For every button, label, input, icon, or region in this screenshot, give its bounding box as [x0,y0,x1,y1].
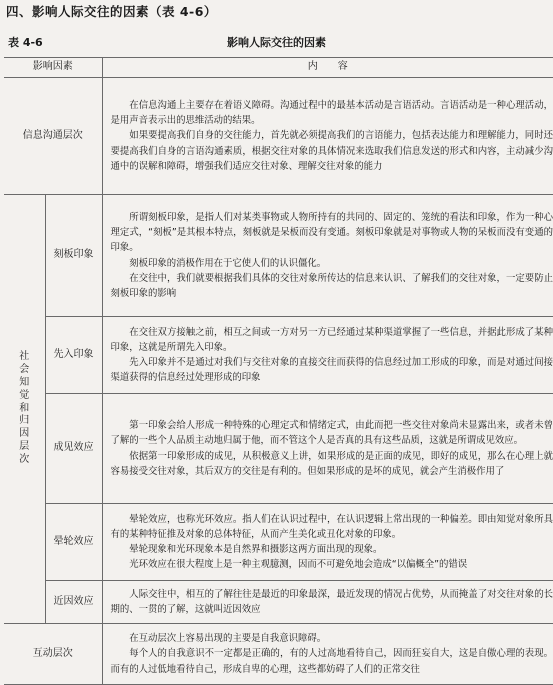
content-paragraph: 所谓刻板印象，是指人们对某类事物或人物所持有的共同的、固定的、笼统的看法和印象，作为一种心理定式，“刻板”是其根本特点，刻板就是呆板而没有变通。刻板印象就是对事物或人物的呆板而没有变通的印象。 [111,210,553,256]
content-paragraph: 如果要提高我们自身的交往能力，首先就必须提高我们的言语能力，包括表达能力和理解能力，同时还要提高我们自身的言语沟通素质，根据交往对象的具体情况来选取我们信息发送的形式和内容，主动减少沟通中的误解和障碍，增强我们适应交往对象、理解交往对象的能力 [111,128,553,174]
content-paragraph: 晕轮现象和光环现象本是自然界和摄影这两方面出现的现象。 [111,542,553,557]
row-label-recency: 近因效应 [45,581,102,624]
content-paragraph: 光环效应在很大程度上是一种主观臆测，因而不可避免地会造成“以偏概全”的错误 [111,557,553,572]
content-paragraph: 在交往双方接触之前，相互之间或一方对另一方已经通过某种渠道掌握了一些信息，并据此形成了某种印象，这就是所谓先入印象。 [111,325,553,355]
row-content-info [102,78,553,195]
row-content-recency [102,581,553,624]
table-row-info [4,78,553,195]
header-factor: 影响因素 [4,58,102,78]
row-label-info: 信息沟通层次 [4,78,102,195]
row-label-interaction: 互动层次 [4,624,102,685]
header-content: 内 容 [102,58,553,78]
table-header-row [4,58,553,78]
row-label-halo: 晕轮效应 [45,504,102,581]
table-row-primacy [4,317,553,394]
content-paragraph: 每个人的自我意识不一定都是正确的，有的人过高地看待自己，因而狂妄自大，这是自傲心理的表现。而有的人过低地看待自己，形成自卑的心理，这些都妨碍了人们的正常交往 [111,646,553,676]
content-paragraph: 人际交往中，相互的了解往往是最近的印象最深，最近发现的情况占优势，从而掩盖了对交往对象的长期的、一贯的了解，这就叫近因效应 [111,587,553,617]
row-content-halo-first [102,394,553,504]
row-content-primacy [102,317,553,394]
content-paragraph: 第一印象会给人形成一种特殊的心理定式和情绪定式，由此而把一些交往对象尚未显露出来，或者未曾了解的一些个人品质主动地归属于他，而不管这个人是否真的具有这些品质，这就是所谓成见效应。 [111,418,553,448]
content-paragraph: 先入印象并不是通过对我们与交往对象的直接交往而获得的信息经过加工形成的印象，而是对通过间接渠道获得的信息经过处理形成的印象 [111,355,553,385]
row-label-primacy: 先入印象 [45,317,102,394]
factors-table [4,57,553,685]
content-paragraph: 依据第一印象形成的成见，从积极意义上讲，如果形成的是正面的成见，即好的成见，那么在心理上就容易接受交往对象，其后双方的交往是有利的。但如果形成的是坏的成见，就会产生消极作用了 [111,449,553,479]
table-caption: 影响人际交往的因素 [0,34,553,50]
table-number: 表 4-6 [8,34,43,50]
content-paragraph: 在交往中，我们就要根据我们具体的交往对象所传达的信息来认识、了解我们的交往对象，一定要防止刻板印象的影响 [111,271,553,301]
section-title: 四、影响人际交往的因素（表 4-6） [6,2,217,20]
content-paragraph: 晕轮效应，也称光环效应。指人们在认识过程中，在认识逻辑上常出现的一种偏差。即由知觉对象所具有的某种特征推及对象的总体特征，从而产生美化或丑化对象的印象。 [111,512,553,542]
table-row-recency [4,581,553,624]
group-label-social: 社会知觉和归因层次 [4,195,45,624]
content-paragraph: 在互动层次上容易出现的主要是自我意识障碍。 [111,631,553,646]
row-label-halo-first: 成见效应 [45,394,102,504]
row-content-halo [102,504,553,581]
table-row-halo [4,504,553,581]
row-label-stereotype: 刻板印象 [45,195,102,317]
table-row-stereotype [4,195,553,317]
table-row-halo-first [4,394,553,504]
table-row-interaction [4,624,553,685]
row-content-interaction [102,624,553,685]
content-paragraph: 刻板印象的消极作用在于它使人们的认识僵化。 [111,256,553,271]
row-content-stereotype [102,195,553,317]
content-paragraph: 在信息沟通上主要存在着语义障碍。沟通过程中的最基本活动是言语活动。言语活动是一种心理活动，是用声音表示出的思维活动的结果。 [111,98,553,128]
